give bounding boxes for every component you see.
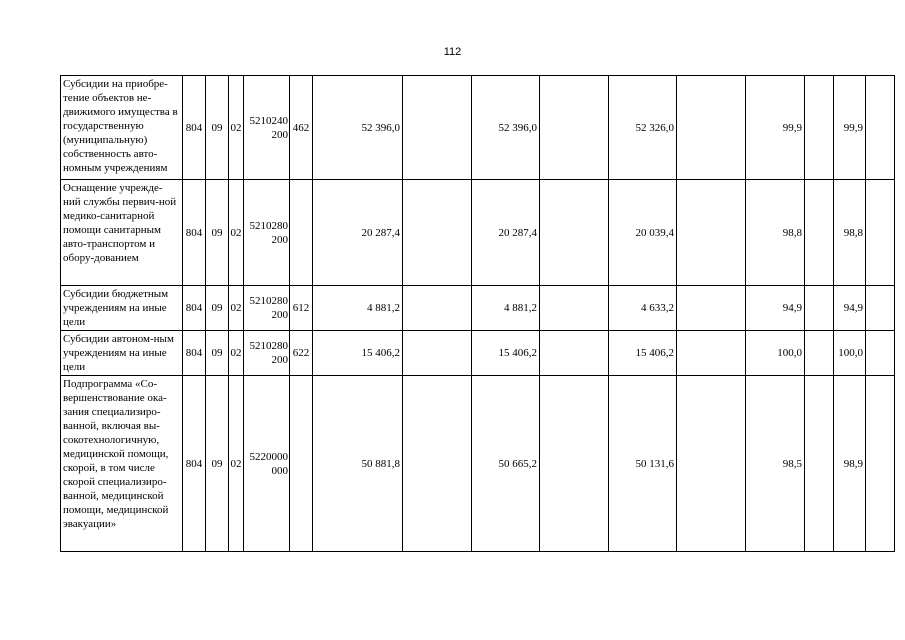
plan2-value: 50 665,2 — [472, 376, 540, 552]
vr-code — [290, 180, 313, 286]
plan2-value: 4 881,2 — [472, 286, 540, 331]
pr-code: 02 — [229, 286, 244, 331]
csr-code-part2: 200 — [271, 128, 288, 141]
empty-cell — [677, 331, 746, 376]
csr-code — [244, 76, 290, 180]
row-name: Субсидии автоном-ным учреждениям на иные цели — [61, 331, 183, 376]
table-row — [61, 286, 895, 331]
vr-code — [290, 376, 313, 552]
empty-cell — [866, 180, 895, 286]
ved-code: 804 — [183, 76, 206, 180]
empty-cell — [403, 180, 472, 286]
rz-code: 09 — [206, 376, 229, 552]
percent-value-1: 100,0 — [746, 331, 805, 376]
csr-code — [244, 376, 290, 552]
plan2-value: 15 406,2 — [472, 331, 540, 376]
table-row — [61, 376, 895, 552]
empty-cell — [540, 331, 609, 376]
fact-value: 4 633,2 — [609, 286, 677, 331]
fact-value: 50 131,6 — [609, 376, 677, 552]
plan2-value: 52 396,0 — [472, 76, 540, 180]
empty-cell — [805, 331, 834, 376]
percent-value-1: 98,8 — [746, 180, 805, 286]
row-name: Подпрограмма «Со-вершенствование ока-зания специализиро-ванной, включая вы-сокотехнологичную, медицинской помощи, скорой, в том числе скорой специализиро-ванной, медицинской помощи, медицинской эвакуации» — [61, 376, 183, 552]
empty-cell — [805, 376, 834, 552]
ved-code: 804 — [183, 180, 206, 286]
empty-cell — [805, 286, 834, 331]
vr-code: 612 — [290, 286, 313, 331]
pr-code: 02 — [229, 76, 244, 180]
csr-code — [244, 180, 290, 286]
csr-code-part2: 000 — [271, 464, 288, 477]
plan-value: 15 406,2 — [313, 331, 403, 376]
csr-code-part2: 200 — [271, 309, 288, 321]
empty-cell — [677, 286, 746, 331]
table-row — [61, 331, 895, 376]
plan-value: 52 396,0 — [313, 76, 403, 180]
csr-code — [244, 331, 290, 376]
empty-cell — [866, 286, 895, 331]
csr-code-part1: 5210240 — [249, 114, 288, 127]
percent-value-2: 100,0 — [834, 331, 866, 376]
plan-value: 50 881,8 — [313, 376, 403, 552]
empty-cell — [540, 76, 609, 180]
empty-cell — [866, 376, 895, 552]
empty-cell — [677, 376, 746, 552]
percent-value-1: 98,5 — [746, 376, 805, 552]
empty-cell — [677, 76, 746, 180]
pr-code: 02 — [229, 331, 244, 376]
plan-value: 4 881,2 — [313, 286, 403, 331]
ved-code: 804 — [183, 376, 206, 552]
pr-code: 02 — [229, 376, 244, 552]
empty-cell — [866, 76, 895, 180]
csr-code-part1: 5210280 — [249, 340, 288, 352]
plan-value: 20 287,4 — [313, 180, 403, 286]
vr-code: 462 — [290, 76, 313, 180]
empty-cell — [403, 76, 472, 180]
empty-cell — [403, 376, 472, 552]
empty-cell — [866, 331, 895, 376]
fact-value: 52 326,0 — [609, 76, 677, 180]
percent-value-2: 98,8 — [834, 180, 866, 286]
fact-value: 20 039,4 — [609, 180, 677, 286]
empty-cell — [540, 376, 609, 552]
empty-cell — [805, 76, 834, 180]
budget-table — [60, 75, 895, 552]
rz-code: 09 — [206, 180, 229, 286]
table-row — [61, 76, 895, 180]
empty-cell — [805, 180, 834, 286]
csr-code-part2: 200 — [271, 233, 288, 246]
vr-code: 622 — [290, 331, 313, 376]
row-name: Оснащение учрежде-ний службы первич-ной медико-санитарной помощи санитарным авто-транспортом и обору-дованием — [61, 180, 183, 286]
csr-code-part2: 200 — [271, 354, 288, 366]
empty-cell — [677, 180, 746, 286]
row-name: Субсидии бюджетным учреждениям на иные цели — [61, 286, 183, 331]
ved-code: 804 — [183, 331, 206, 376]
percent-value-1: 99,9 — [746, 76, 805, 180]
csr-code-part1: 5220000 — [249, 450, 288, 463]
empty-cell — [540, 180, 609, 286]
empty-cell — [403, 286, 472, 331]
csr-code-part1: 5210280 — [249, 219, 288, 232]
row-name: Субсидии на приобре-тение объектов не-движимого имущества в государственную (муниципальную) собственность авто-номным учреждениям — [61, 76, 183, 180]
empty-cell — [540, 286, 609, 331]
percent-value-2: 99,9 — [834, 76, 866, 180]
page-number: 112 — [443, 46, 462, 58]
pr-code: 02 — [229, 180, 244, 286]
empty-cell — [403, 331, 472, 376]
plan2-value: 20 287,4 — [472, 180, 540, 286]
csr-code — [244, 286, 290, 331]
percent-value-2: 98,9 — [834, 376, 866, 552]
csr-code-part1: 5210280 — [249, 295, 288, 307]
fact-value: 15 406,2 — [609, 331, 677, 376]
ved-code: 804 — [183, 286, 206, 331]
rz-code: 09 — [206, 76, 229, 180]
rz-code: 09 — [206, 286, 229, 331]
table-row — [61, 180, 895, 286]
percent-value-1: 94,9 — [746, 286, 805, 331]
rz-code: 09 — [206, 331, 229, 376]
percent-value-2: 94,9 — [834, 286, 866, 331]
